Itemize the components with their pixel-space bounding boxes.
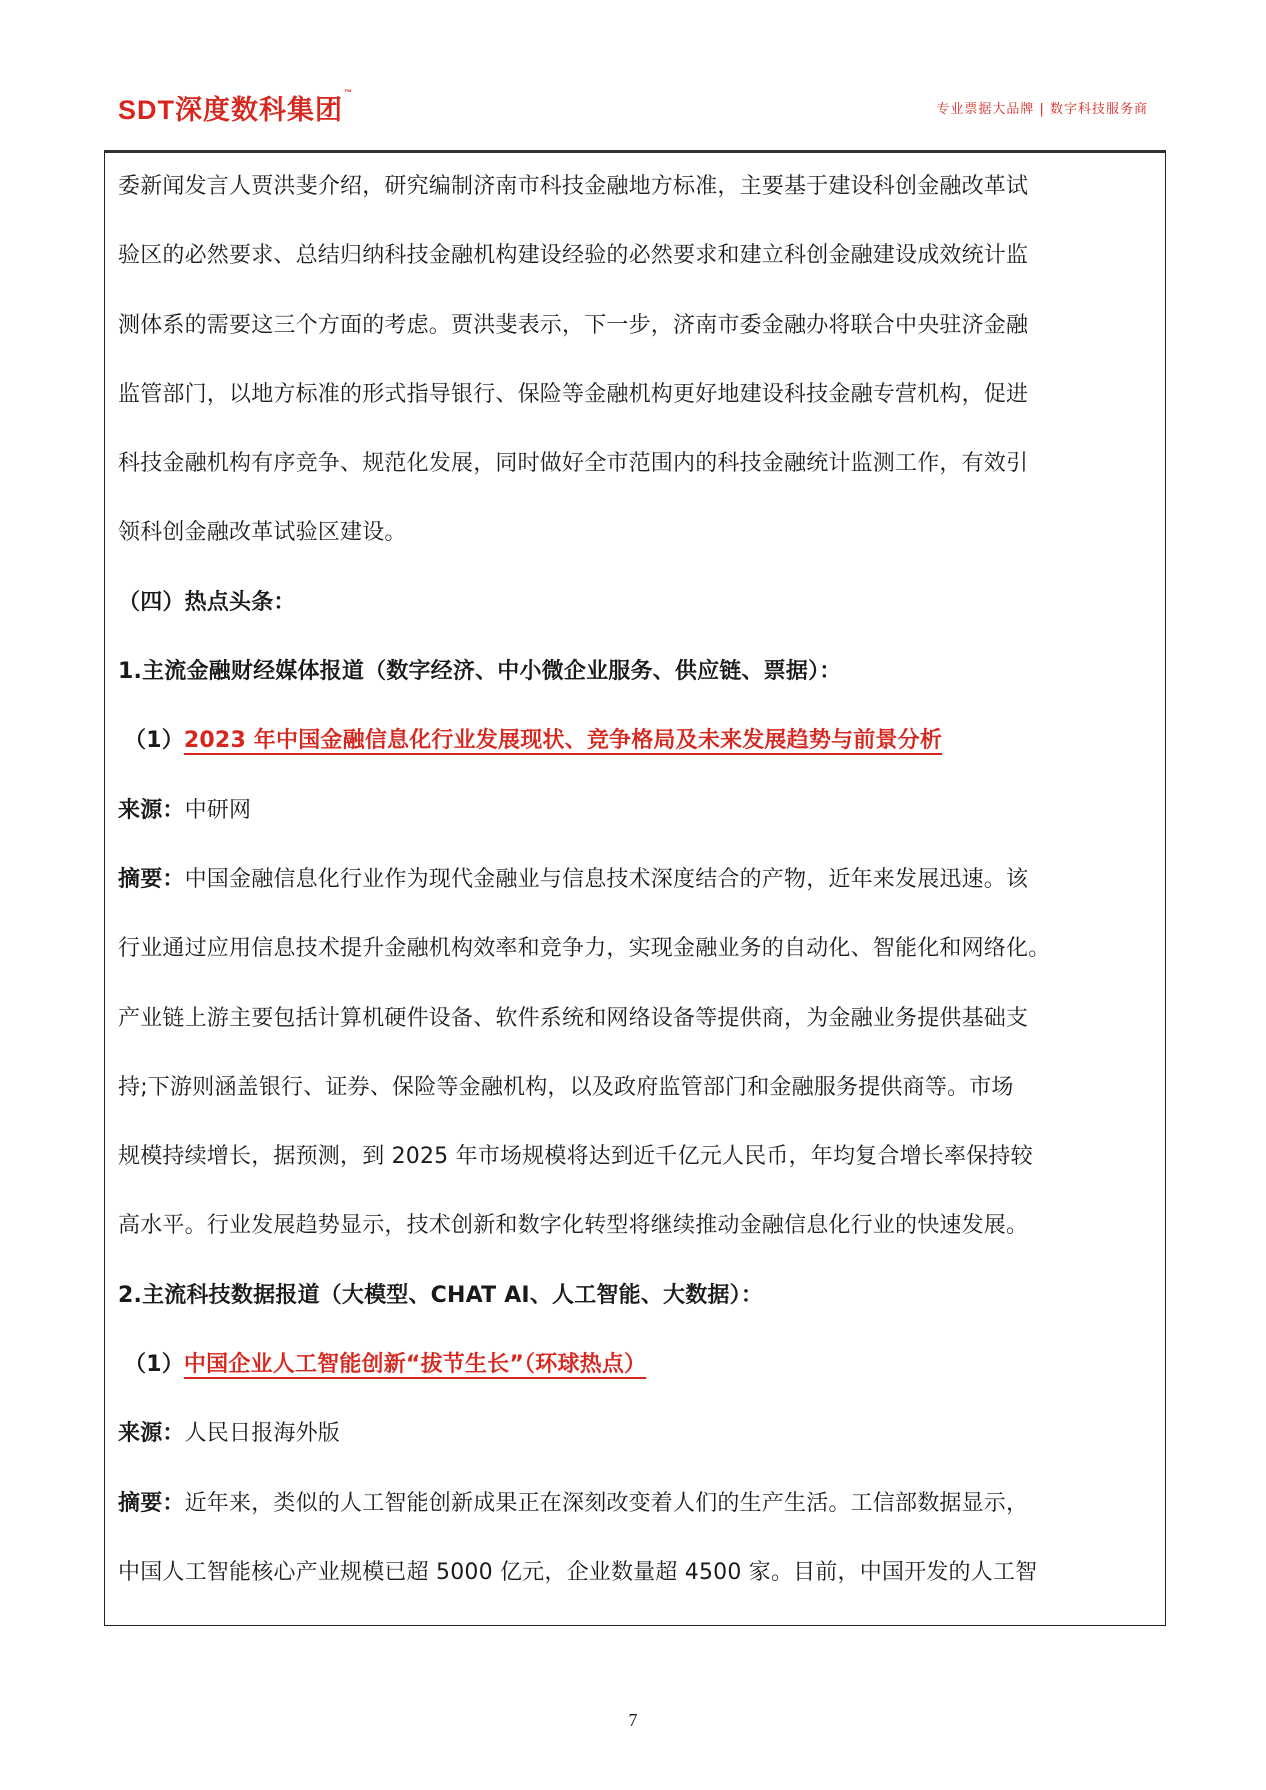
summary-line: 产业链上游主要包括计算机硬件设备、软件系统和网络设备等提供商，为金融业务提供基础支 <box>118 1005 1029 1031</box>
article-title-row <box>118 1330 1158 1399</box>
category-heading-finance: 1.主流金融财经媒体报道（数字经济、中小微企业服务、供应链、票据）： <box>118 659 842 685</box>
article-link[interactable]: 2023 年中国金融信息化行业发展现状、竞争格局及未来发展趋势与前景分析 <box>183 728 943 754</box>
page-header <box>118 84 1148 124</box>
company-logo <box>118 88 353 127</box>
summary-line: 持;下游则涵盖银行、证券、保险等金融机构，以及政府监管部门和金融服务提供商等。市场 <box>118 1074 1014 1100</box>
summary-label: 摘要： <box>118 866 185 892</box>
source-row <box>118 776 1158 845</box>
body-line: 测体系的需要这三个方面的考虑。贾洪斐表示，下一步，济南市委金融办将联合中央驻济金融 <box>118 312 1029 338</box>
summary-label: 摘要： <box>118 1490 185 1516</box>
trademark-mark: ™ <box>344 88 353 97</box>
source-value: 中研网 <box>184 797 252 823</box>
body-line: 领科创金融改革试验区建设。 <box>118 520 407 546</box>
summary-line: 高水平。行业发展趋势显示，技术创新和数字化转型将继续推动金融信息化行业的快速发展。 <box>118 1213 1029 1239</box>
category-heading-tech: 2.主流科技数据报道（大模型、CHAT AI、人工智能、大数据）： <box>118 1282 764 1308</box>
page-content <box>118 152 1158 1607</box>
article-number: （1） <box>124 1352 184 1378</box>
summary-line: 规模持续增长，据预测，到 2025 年市场规模将达到近千亿元人民币，年均复合增长率保持较 <box>118 1144 1033 1170</box>
summary-row <box>118 845 1158 914</box>
logo-text: SDT深度数科集团 <box>118 95 343 125</box>
summary-line: 中国人工智能核心产业规模已超 5000 亿元，企业数量超 4500 家。目前，中国开发的人工智 <box>118 1559 1038 1585</box>
summary-text: 近年来，类似的人工智能创新成果正在深刻改变着人们的生产生活。工信部数据显示， <box>184 1490 1029 1516</box>
source-row <box>118 1399 1158 1468</box>
body-line: 验区的必然要求、总结归纳科技金融机构建设经验的必然要求和建立科创金融建设成效统计监 <box>118 243 1029 269</box>
body-line: 监管部门，以地方标准的形式指导银行、保险等金融机构更好地建设科技金融专营机构，促进 <box>118 381 1029 407</box>
article-link[interactable]: 中国企业人工智能创新“拔节生长”（环球热点） <box>183 1352 647 1378</box>
summary-line: 行业通过应用信息技术提升金融机构效率和竞争力，实现金融业务的自动化、智能化和网络化。 <box>118 936 1051 962</box>
body-line: 科技金融机构有序竞争、规范化发展，同时做好全市范围内的科技金融统计监测工作，有效引 <box>118 451 1029 477</box>
body-line: 委新闻发言人贾洪斐介绍，研究编制济南市科技金融地方标准，主要基于建设科创金融改革试 <box>118 174 1029 199</box>
source-label: 来源： <box>118 797 185 823</box>
header-tagline: 专业票据大品牌 | 数字科技服务商 <box>936 102 1148 117</box>
article-number: （1） <box>124 728 184 754</box>
summary-row <box>118 1469 1158 1538</box>
section-heading: （四）热点头条： <box>118 589 296 615</box>
source-value: 人民日报海外版 <box>184 1421 341 1447</box>
article-title-row <box>118 706 1158 775</box>
page-number: 7 <box>628 1710 638 1730</box>
source-label: 来源： <box>118 1421 185 1447</box>
summary-text: 中国金融信息化行业作为现代金融业与信息技术深度结合的产物，近年来发展迅速。该 <box>184 866 1029 892</box>
